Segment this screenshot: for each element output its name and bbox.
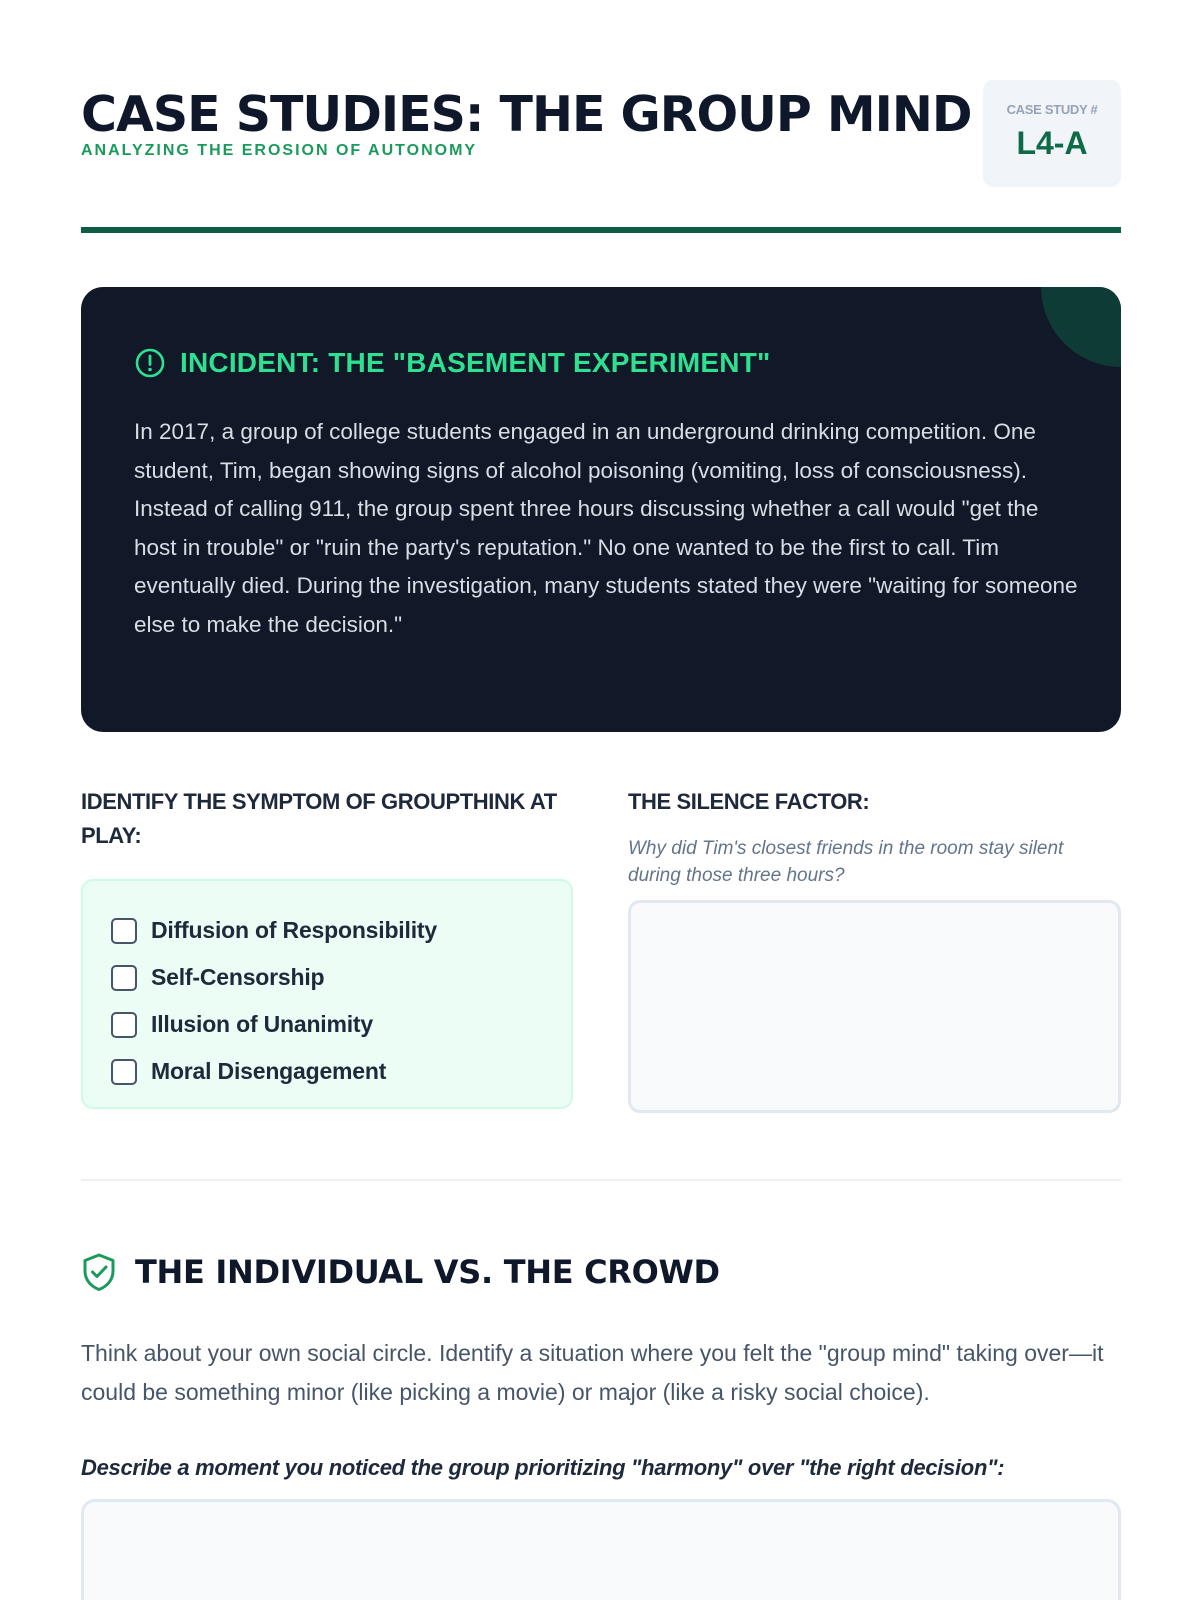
section-description: Think about your own social circle. Identify a situation where you felt the "group mind" taking over—it could be something minor (like picking a movie) or major (like a risky social choice).	[81, 1340, 1104, 1405]
incident-description: In 2017, a group of college students engaged in an underground drinking competition. One student, Tim, began showing signs of alcohol poisoning (vomiting, loss of consciousness). Instead of calling 911, the group spent three hours discussing whether a call would "get the host in trouble" or "ruin the party's reputation." No one wanted to be the first to call. Tim eventually died. During the investigation, many students stated they were "waiting for someone else to make the decision."	[134, 419, 1078, 637]
symptom-question-heading: IDENTIFY THE SYMPTOM OF GROUPTHINK AT PLAY:	[81, 789, 557, 848]
silence-question-heading: THE SILENCE FACTOR:	[628, 789, 870, 814]
option-diffusion-of-responsibility[interactable]	[111, 907, 571, 954]
option-label: Diffusion of Responsibility	[151, 917, 437, 943]
checkbox[interactable]	[111, 965, 137, 991]
symptom-question	[81, 785, 573, 1084]
page-subtitle: ANALYZING THE EROSION OF AUTONOMY	[81, 142, 478, 159]
case-study-badge	[983, 80, 1121, 187]
checkbox[interactable]	[111, 918, 137, 944]
page-header	[81, 80, 1121, 190]
reflection-answer-field[interactable]	[81, 1499, 1121, 1600]
section-title: THE INDIVIDUAL VS. THE CROWD	[135, 1253, 720, 1291]
incident-header	[134, 347, 770, 379]
alert-circle-icon	[134, 347, 166, 379]
shield-check-icon	[81, 1252, 117, 1292]
silence-question-hint: Why did Tim's closest friends in the room stay silent during those three hours?	[628, 838, 1064, 886]
case-study-label: CASE STUDY #	[1006, 102, 1098, 117]
symptom-options	[81, 879, 573, 1109]
option-label: Illusion of Unanimity	[151, 1011, 373, 1037]
option-label: Moral Disengagement	[151, 1058, 387, 1084]
section-header	[81, 1252, 720, 1292]
option-label: Self-Censorship	[151, 964, 325, 990]
section-divider	[81, 1179, 1121, 1181]
option-self-censorship[interactable]	[111, 954, 571, 1001]
checkbox[interactable]	[111, 1012, 137, 1038]
option-illusion-of-unanimity[interactable]	[111, 1001, 571, 1048]
incident-corner-decoration	[1041, 287, 1121, 367]
silence-question	[628, 785, 1121, 889]
incident-card	[81, 287, 1121, 732]
reflection-prompt: Describe a moment you noticed the group prioritizing "harmony" over "the right decision":	[81, 1455, 1005, 1480]
silence-answer-field[interactable]	[628, 900, 1121, 1113]
incident-title: INCIDENT: THE "BASEMENT EXPERIMENT"	[180, 347, 771, 378]
header-rule	[81, 227, 1121, 233]
page-title: CASE STUDIES: THE GROUP MIND	[81, 86, 972, 143]
checkbox[interactable]	[111, 1059, 137, 1085]
case-study-number: L4-A	[1016, 125, 1088, 161]
option-moral-disengagement[interactable]	[111, 1048, 571, 1095]
